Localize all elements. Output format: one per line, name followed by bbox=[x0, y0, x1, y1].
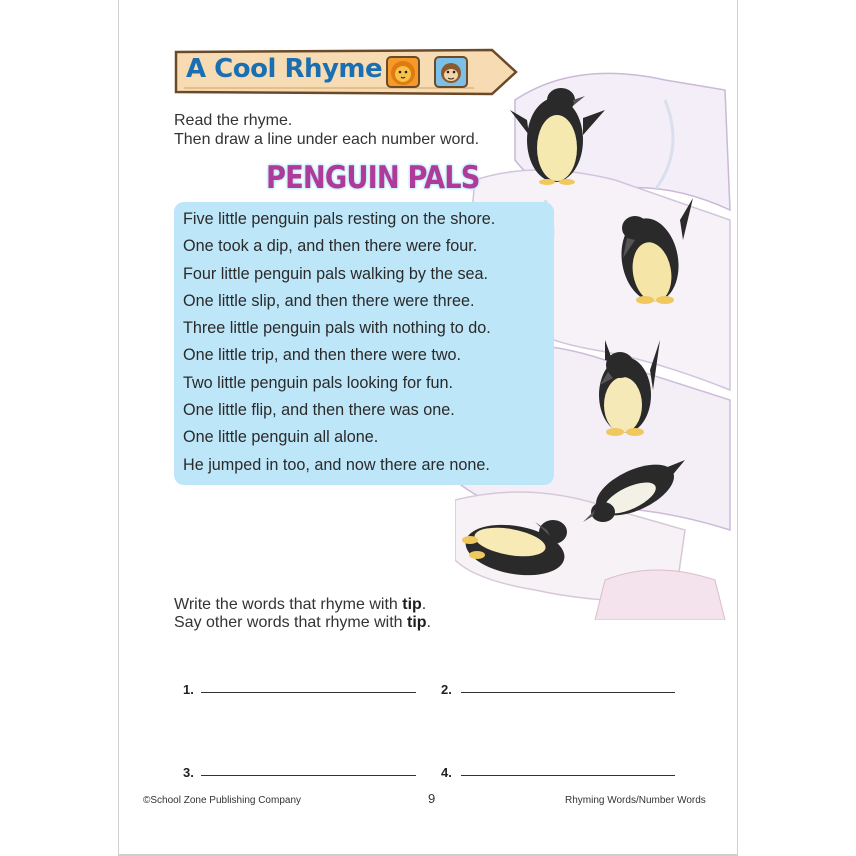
poem-line: He jumped in too, and now there are none. bbox=[183, 455, 490, 474]
rhyme-target-word: tip bbox=[406, 614, 427, 631]
section-title: A Cool Rhyme bbox=[186, 54, 383, 84]
answer-line-3[interactable] bbox=[201, 775, 416, 776]
footer-topic: Rhyming Words/Number Words bbox=[565, 795, 706, 806]
poem-line: Three little penguin pals with nothing to do. bbox=[183, 319, 491, 338]
poem-line: Four little penguin pals walking by the sea. bbox=[183, 264, 489, 283]
answer-label-1: 1. bbox=[183, 682, 194, 697]
poem-line: One little penguin all alone. bbox=[183, 428, 379, 447]
question-line-2: Say other words that rhyme with tip. bbox=[174, 614, 431, 631]
answer-line-2[interactable] bbox=[461, 692, 675, 693]
instruction-line-2: Then draw a line under each number word. bbox=[174, 131, 480, 148]
answer-label-3: 3. bbox=[183, 765, 194, 780]
poem-line: One little trip, and then there were two. bbox=[183, 346, 462, 365]
poem-line: Five little penguin pals resting on the shore. bbox=[183, 210, 496, 228]
poem-box bbox=[174, 202, 554, 485]
page-number: 9 bbox=[428, 791, 436, 806]
answer-label-4: 4. bbox=[441, 765, 452, 780]
instruction-line-1: Read the rhyme. bbox=[174, 112, 293, 129]
poem-line: Two little penguin pals looking for fun. bbox=[183, 373, 453, 392]
poem-line: One little slip, and then there were three. bbox=[183, 291, 475, 310]
footer-copyright: ©School Zone Publishing Company bbox=[143, 795, 302, 806]
rhyme-target-word: tip bbox=[402, 596, 422, 613]
answer-line-1[interactable] bbox=[201, 692, 416, 693]
question-line-1: Write the words that rhyme with tip. bbox=[174, 596, 427, 613]
answer-line-4[interactable] bbox=[461, 775, 675, 776]
poem-line: One took a dip, and then there were four. bbox=[183, 237, 478, 256]
answer-label-2: 2. bbox=[441, 682, 452, 697]
poem-line: One little flip, and then there was one. bbox=[183, 401, 455, 420]
lion-icon bbox=[386, 56, 420, 88]
poem-title: PENGUIN PALS bbox=[266, 160, 480, 196]
